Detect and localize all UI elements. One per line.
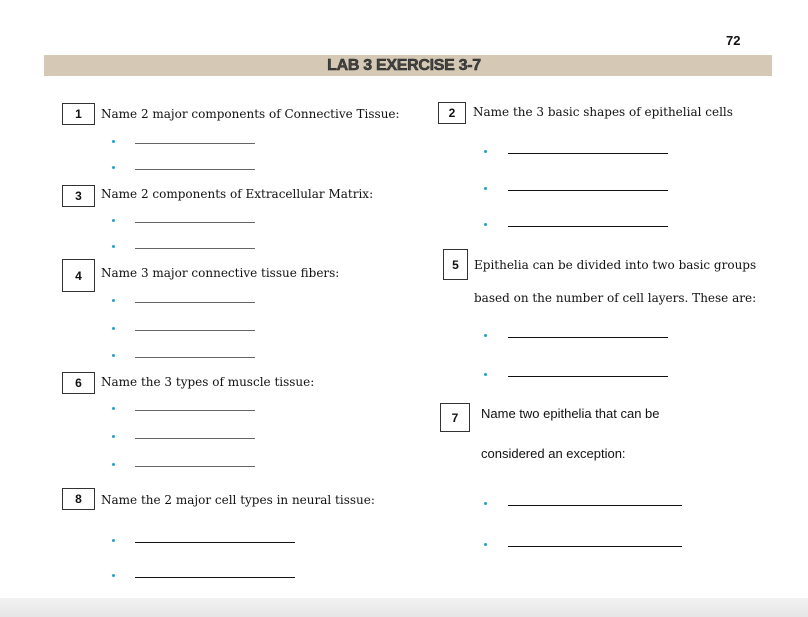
question-number-box: 6 <box>62 372 95 394</box>
bullet-icon <box>112 463 115 466</box>
bullet-icon <box>112 407 115 410</box>
answer-blank[interactable] <box>135 302 255 303</box>
question-text: Name 2 components of Extracellular Matrix: <box>101 187 374 201</box>
answer-blank[interactable] <box>508 190 668 191</box>
bullet-icon <box>484 334 487 337</box>
bullet-icon <box>112 539 115 542</box>
answer-blank[interactable] <box>135 222 255 223</box>
question-number-box: 7 <box>440 403 470 432</box>
question-number-box: 3 <box>62 185 95 207</box>
answer-blank[interactable] <box>135 143 255 144</box>
answer-blank[interactable] <box>135 542 295 543</box>
question-number-box: 5 <box>443 249 468 280</box>
answer-blank[interactable] <box>508 376 668 377</box>
bullet-icon <box>484 543 487 546</box>
bullet-icon <box>484 502 487 505</box>
bullet-icon <box>112 327 115 330</box>
question-number-box: 2 <box>438 102 466 124</box>
question-text: considered an exception: <box>481 446 626 461</box>
question-text: Epithelia can be divided into two basic groups <box>474 258 757 272</box>
bullet-icon <box>112 299 115 302</box>
question-text: Name two epithelia that can be <box>481 406 660 421</box>
answer-blank[interactable] <box>508 505 682 506</box>
bullet-icon <box>112 435 115 438</box>
answer-blank[interactable] <box>135 466 255 467</box>
bullet-icon <box>112 166 115 169</box>
answer-blank[interactable] <box>508 153 668 154</box>
answer-blank[interactable] <box>135 357 255 358</box>
question-text: based on the number of cell layers. These are: <box>474 291 757 305</box>
answer-blank[interactable] <box>135 330 255 331</box>
answer-blank[interactable] <box>135 577 295 578</box>
question-text: Name the 3 types of muscle tissue: <box>101 375 315 389</box>
bullet-icon <box>112 245 115 248</box>
bullet-icon <box>484 187 487 190</box>
question-text: Name the 2 major cell types in neural tissue: <box>101 493 375 507</box>
bullet-icon <box>112 574 115 577</box>
answer-blank[interactable] <box>508 226 668 227</box>
answer-blank[interactable] <box>135 248 255 249</box>
question-text: Name 3 major connective tissue fibers: <box>101 266 340 280</box>
question-number-box: 1 <box>62 103 95 125</box>
question-text: Name 2 major components of Connective Tissue: <box>101 107 400 121</box>
answer-blank[interactable] <box>508 546 682 547</box>
answer-blank[interactable] <box>135 169 255 170</box>
bottom-edge <box>0 598 808 617</box>
bullet-icon <box>484 223 487 226</box>
bullet-icon <box>112 354 115 357</box>
question-text: Name the 3 basic shapes of epithelial cells <box>473 105 733 119</box>
bullet-icon <box>484 373 487 376</box>
answer-blank[interactable] <box>135 410 255 411</box>
page-number: 72 <box>726 33 741 48</box>
page-title: LAB 3 EXERCISE 3-7 <box>327 57 481 74</box>
question-number-box: 8 <box>62 488 95 510</box>
bullet-icon <box>112 219 115 222</box>
bullet-icon <box>484 150 487 153</box>
bullet-icon <box>112 140 115 143</box>
question-number-box: 4 <box>62 259 95 292</box>
answer-blank[interactable] <box>508 337 668 338</box>
answer-blank[interactable] <box>135 438 255 439</box>
